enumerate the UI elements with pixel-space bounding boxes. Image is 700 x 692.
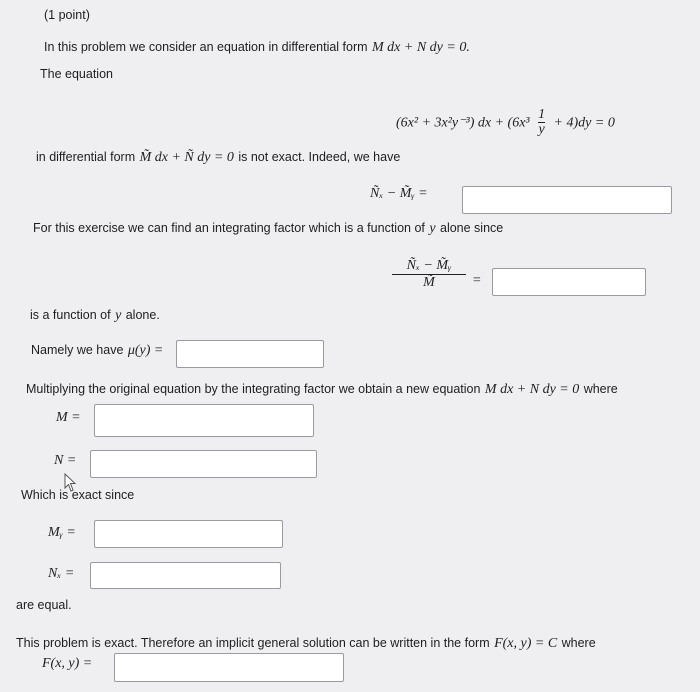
the-equation-label: The equation: [40, 67, 113, 81]
My-answer-input[interactable]: [94, 520, 283, 548]
ratio-fraction: [392, 258, 466, 291]
My-label: Mᵧ =: [48, 525, 76, 540]
exercise-tail: alone since: [440, 221, 504, 235]
function-of-var: y: [115, 308, 122, 323]
ratio-answer-input[interactable]: [492, 268, 646, 296]
diff-label: Ñₓ − M̃ᵧ =: [370, 186, 428, 201]
F-answer-input[interactable]: [114, 653, 344, 682]
M-label: M =: [56, 410, 81, 425]
exercise-line: [33, 219, 503, 237]
equation-fraction: [538, 108, 545, 137]
not-exact-suffix: is not exact. Indeed, we have: [238, 150, 401, 164]
ratio-numerator: Ñₓ − M̃ᵧ: [406, 258, 452, 273]
exact-text: This problem is exact. Therefore an implicit general solution can be written in the form: [16, 636, 490, 650]
function-of-line: [30, 306, 160, 324]
exercise-text: For this exercise we can find an integrating factor which is a function of: [33, 221, 425, 235]
Nx-answer-input[interactable]: [90, 562, 281, 589]
exact-line: [16, 634, 596, 652]
Nx-label: Nₓ =: [48, 566, 75, 581]
intro-form: M dx + N dy = 0.: [372, 40, 470, 55]
N-answer-input[interactable]: [90, 450, 317, 478]
M-answer-input[interactable]: [94, 404, 314, 437]
ratio-denominator: M̃: [392, 274, 466, 291]
multiplying-where: where: [583, 382, 618, 396]
which-exact-text: Which is exact since: [21, 488, 135, 502]
N-label: N =: [54, 453, 77, 468]
namely-line: [31, 341, 163, 359]
point-label: (1 point): [44, 8, 90, 22]
equation-frac-den: y: [538, 122, 545, 137]
displayed-equation: [396, 108, 615, 137]
not-exact-line: [36, 148, 400, 166]
are-equal-text: are equal.: [16, 598, 72, 612]
multiplying-line: [26, 380, 618, 398]
exact-form: F(x, y) = C: [494, 636, 558, 651]
mu-answer-input[interactable]: [176, 340, 324, 368]
exercise-var: y: [429, 221, 436, 236]
mu-label: μ(y) =: [127, 343, 164, 358]
equation-body: (6x² + 3x²y⁻³) dx + (6x³: [396, 115, 530, 131]
diff-answer-input[interactable]: [462, 186, 672, 214]
equation-tail: + 4)dy = 0: [553, 115, 615, 131]
function-of-tail: alone.: [125, 308, 160, 322]
ratio-equals: =: [472, 273, 482, 288]
exact-where: where: [561, 636, 596, 650]
multiplying-form: M dx + N dy = 0: [484, 382, 580, 397]
intro-text: In this problem we consider an equation in differential form: [44, 40, 368, 54]
function-of-text: is a function of: [30, 308, 111, 322]
not-exact-prefix: in differential form: [36, 150, 136, 164]
not-exact-form: M̃ dx + Ñ dy = 0: [139, 150, 234, 165]
multiplying-text: Multiplying the original equation by the integrating factor we obtain a new equation: [26, 382, 481, 396]
equation-frac-num: 1: [538, 107, 546, 122]
intro-line: [44, 38, 470, 56]
namely-text: Namely we have: [31, 343, 124, 357]
F-label: F(x, y) =: [42, 656, 93, 671]
